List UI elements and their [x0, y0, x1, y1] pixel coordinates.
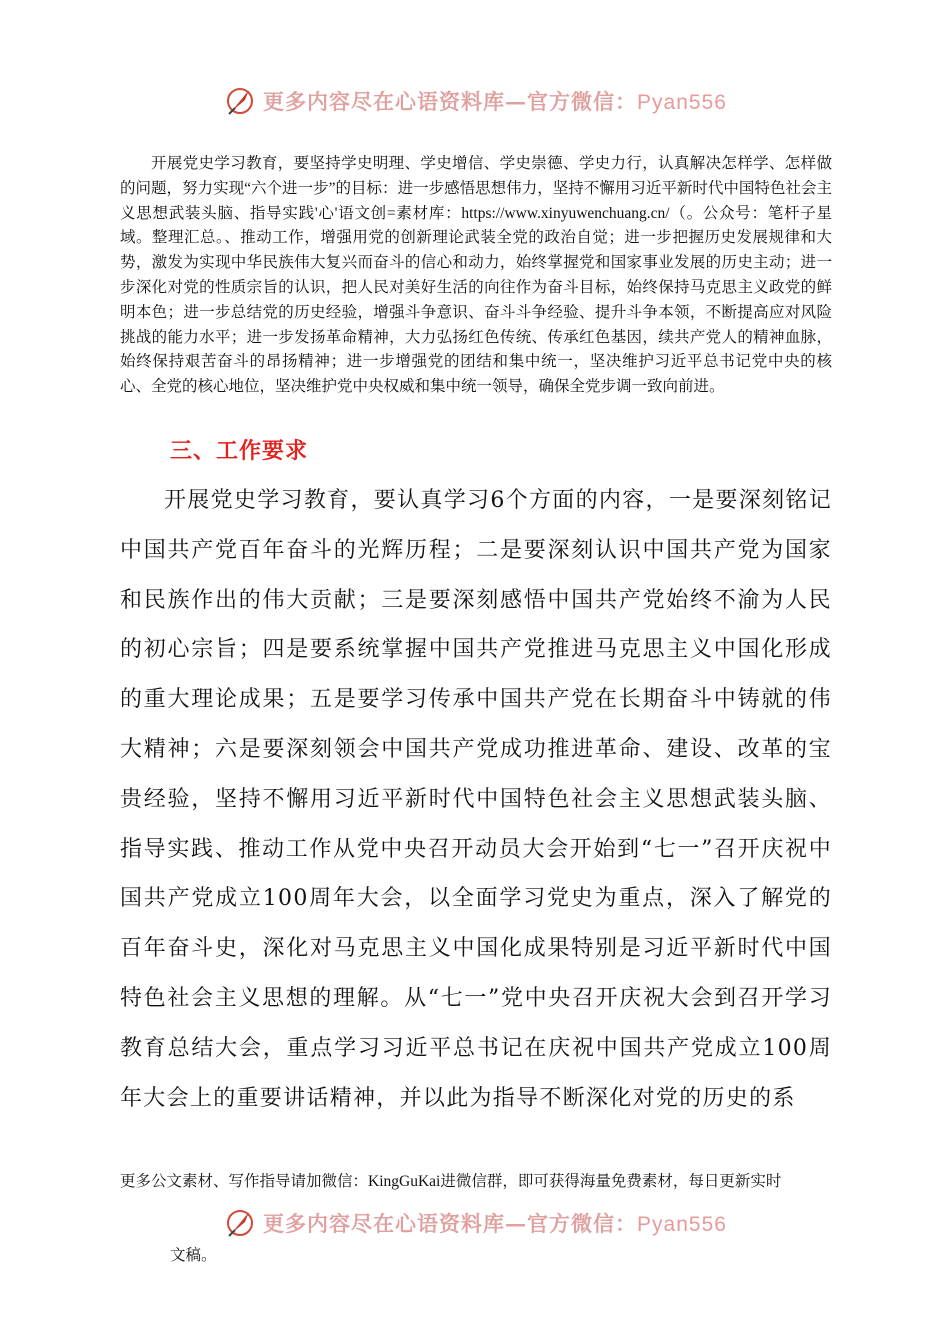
- watermark-header: [0, 84, 950, 118]
- quill-logo-icon: [223, 1206, 257, 1240]
- footer-note: 更多公文素材、写作指导请加微信：KingGuKai进微信群，即可获得海量免费素材，每日更新实时: [120, 1173, 782, 1190]
- body-paragraph: 开展党史学习教育，要认真学习6个方面的内容，一是要深刻铭记中国共产党百年奋斗的光辉历程；二是要深刻认识中国共产党为国家和民族作出的伟大贡献；三是要深刻感悟中国共产党始终不渝为人民的初心宗旨；四是要系统掌握中国共产党推进马克思主义中国化形成的重大理论成果；五是要学习传承中国共产党在长期奋斗中铸就的伟大精神；六是要深刻领会中国共产党成功推进革命、建设、改革的宝贵经验，坚持不懈用习近平新时代中国特色社会主义思想武装头脑、指导实践、推动工作从党中央召开动员大会开始到“七一”召开庆祝中国共产党成立100周年大会，以全面学习党史为重点，深入了解党的百年奋斗史，深化对马克思主义中国化成果特别是习近平新时代中国特色社会主义思想的理解。从“七一”党中央召开庆祝大会到召开学习教育总结大会，重点学习习近平总书记在庆祝中国共产党成立100周年大会上的重要讲话精神，并以此为指导不断深化对党的历史的系: [120, 488, 832, 1111]
- watermark-handle: Pyan556: [637, 1213, 727, 1236]
- watermark-text: 更多内容尽在心语资料库—官方微信：Pyan556: [263, 89, 727, 114]
- watermark-text: 更多内容尽在心语资料库—官方微信：Pyan556: [263, 1211, 727, 1236]
- intro-paragraph: 开展党史学习教育，要坚持学史明理、学史增信、学史崇德、学史力行，认真解决怎样学、怎样做的问题，努力实现“六个进一步”的目标：进一步感悟思想伟力，坚持不懈用习近平新时代中国特色社会主义思想武装头脑、指导实践'心'语文创=素材库：https://www.xinyuwenchuang.cn/（。公众号：笔杆子星域。整理汇总。、推动工作，增强用党的创新理论武装全党的政治自觉；进一步把握历史发展规律和大势，激发为实现中华民族伟大复兴而奋斗的信心和动力，始终掌握党和国家事业发展的历史主动；进一步深化对党的性质宗旨的认识，把人民对美好生活的向往作为奋斗目标，始终保持马克思主义政党的鲜明本色；进一步总结党的历史经验，增强斗争意识、奋斗斗争经验、提升斗争本领，不断提高应对风险挑战的能力水平；进一步发扬革命精神，大力弘扬红色传统、传承红色基因，续共产党人的精神血脉，始终保持艰苦奋斗的昂扬精神；进一步增强党的团结和集中统一，坚决维护习近平总书记党中央的核心、全党的核心地位，坚决维护党中央权威和集中统一领导，确保全党步调一致向前进。: [120, 155, 832, 396]
- section-heading: 三、工作要求: [170, 438, 309, 464]
- quill-logo-icon: [223, 84, 257, 118]
- watermark-footer: [0, 1206, 950, 1240]
- footer-tail: 文稿。: [170, 1247, 217, 1264]
- watermark-handle: Pyan556: [637, 91, 727, 114]
